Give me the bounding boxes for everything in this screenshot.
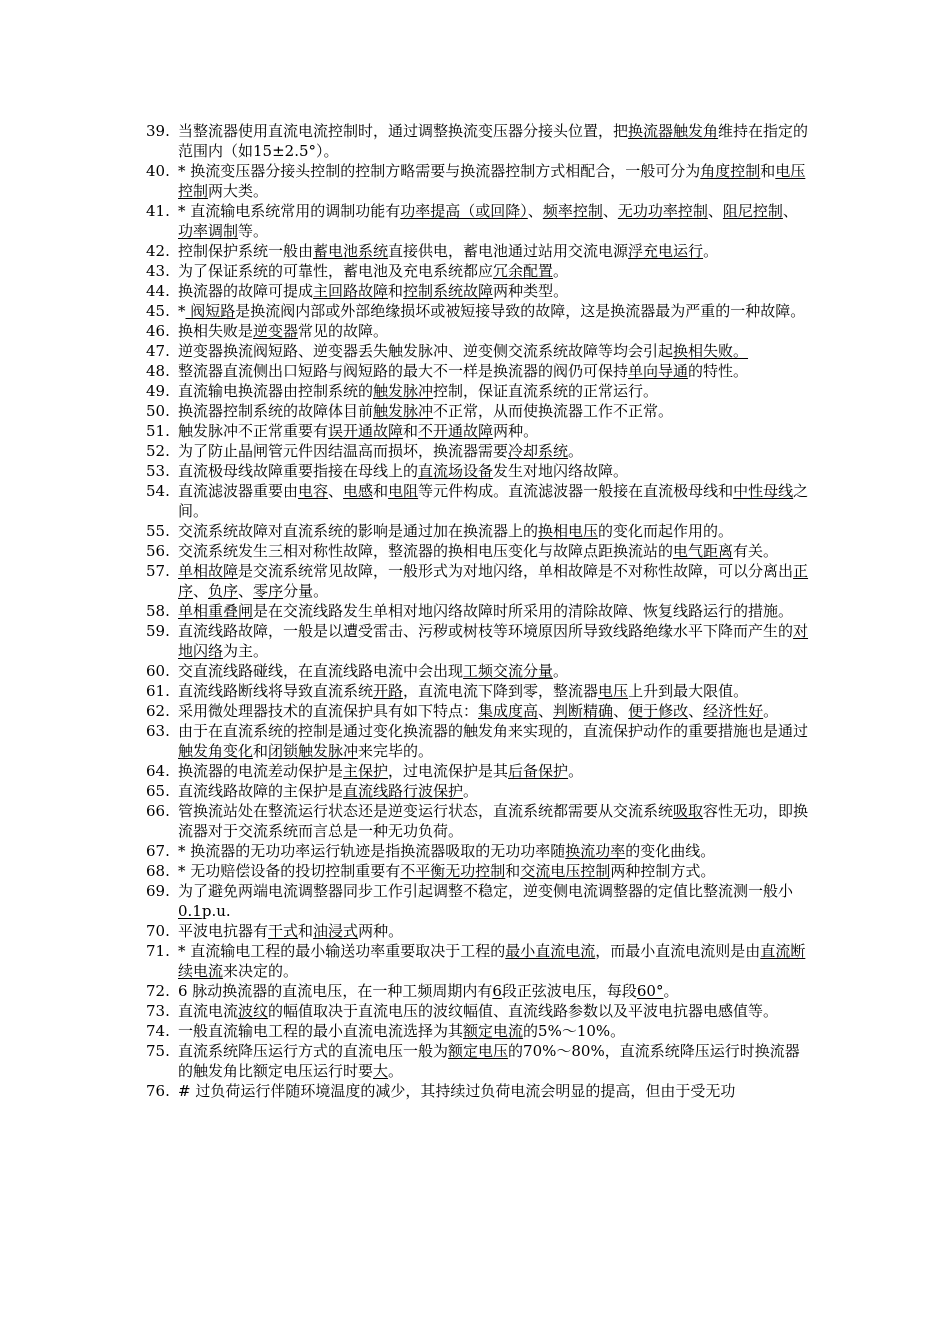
item-text: * 换流器的无功功率运行轨迹是指换流器吸取的无功功率随 (178, 842, 566, 860)
item-text: * 直流输电系统常用的调制功能有 (178, 202, 401, 220)
answer-text: 换相电压 (538, 522, 599, 540)
item-text: 的变化而起作用的。 (598, 522, 734, 540)
item-number: 63. (146, 722, 170, 740)
answer-text: 经济性好 (703, 702, 764, 720)
answer-text: 蓄电池系统 (313, 242, 389, 260)
item-number: 50. (146, 402, 170, 420)
item-number: 40. (146, 162, 170, 180)
item-text: 有关。 (733, 542, 779, 560)
document-page (0, 121, 950, 1101)
item-text: 。 (663, 982, 679, 1000)
answer-text: 额定电压 (448, 1042, 509, 1060)
answer-text: 工频交流分量 (463, 662, 554, 680)
item-text: 的幅值取决于直流电压的波纹幅值、直流线路参数以及平波电抗器电感值等。 (268, 1002, 779, 1020)
item-text: 段正弦波电压，每段 (501, 982, 637, 1000)
item-text: ，过电流保护是其 (388, 762, 509, 780)
answer-text: 电感 (343, 482, 374, 500)
item-text: 、 (613, 702, 629, 720)
answer-text: 0.1 (178, 902, 202, 920)
item-text: 为主。 (223, 642, 269, 660)
answer-text: 浮充电运行 (628, 242, 704, 260)
item-text: 。 (568, 762, 584, 780)
answer-text: 负序 (208, 582, 239, 600)
item-text: 。 (463, 782, 479, 800)
item-text: 发生对地闪络故障。 (493, 462, 629, 480)
list-item (0, 201, 810, 241)
list-item (0, 421, 810, 441)
list-item (0, 321, 810, 341)
answer-text: 6 (492, 982, 502, 1000)
item-text: 和 (505, 862, 521, 880)
list-item (0, 1081, 810, 1101)
answer-text: 角度控制 (700, 162, 761, 180)
item-number: 44. (146, 282, 170, 300)
item-text: 为了防止晶闸管元件因结温高而损坏，换流器需要 (178, 442, 509, 460)
item-text: 直流极母线故障重要指接在母线上的 (178, 462, 419, 480)
list-item (0, 441, 810, 461)
item-text: 采用微处理器技术的直流保护具有如下特点： (178, 702, 479, 720)
item-text: 换流器控制系统的故障体目前 (178, 402, 374, 420)
list-item (0, 601, 810, 621)
item-text: 平波电抗器有 (178, 922, 269, 940)
item-text: 直流电流 (178, 1002, 239, 1020)
list-item (0, 761, 810, 781)
item-text: 、 (602, 202, 618, 220)
item-number: 47. (146, 342, 170, 360)
item-text: 直接供电，蓄电池通过站用交流电源 (388, 242, 629, 260)
answer-text: 电压 (598, 682, 629, 700)
item-number: 46. (146, 322, 170, 340)
item-text: 。 (553, 662, 569, 680)
item-text: 换流器的电流差动保护是 (178, 762, 344, 780)
item-text: 由于在直流系统的控制是通过变化换流器的触发角来实现的，直流保护动作的重要措施也是通过 (178, 722, 809, 740)
item-text: 。 (763, 702, 779, 720)
item-text: 、 (707, 202, 723, 220)
item-text: 、 (527, 202, 543, 220)
answer-text: 不开通故障 (418, 422, 494, 440)
item-text: * 直流输电工程的最小输送功率重要取决于工程的 (178, 942, 506, 960)
item-text: 两种控制方式。 (610, 862, 716, 880)
answer-text: 功率调制 (178, 222, 239, 240)
item-text: 和 (298, 922, 314, 940)
item-number: 59. (146, 622, 170, 640)
answer-text: 阀短路 (185, 302, 236, 320)
item-text: 直流滤波器重要由 (178, 482, 299, 500)
answer-text: 判断精确 (553, 702, 614, 720)
answer-text: 直流场设备 (418, 462, 494, 480)
item-text: 、 (193, 582, 209, 600)
item-number: 56. (146, 542, 170, 560)
item-text: 和 (253, 742, 269, 760)
answer-text: 换流器触发角 (628, 122, 719, 140)
item-text: 常见的故障。 (298, 322, 389, 340)
item-number: 42. (146, 242, 170, 260)
answer-text: 阻尼控制 (722, 202, 783, 220)
item-text: 、 (238, 582, 254, 600)
item-text: 整流器直流侧出口短路与阀短路的最大不一样是换流器的阀仍可保持 (178, 362, 629, 380)
item-text: 容性无功，即换流器对于交流系统而言总是一种无功负荷。 (178, 802, 809, 840)
item-text: 是在交流线路发生单相对地闪络故障时所采用的清除故障、恢复线路运行的措施。 (253, 602, 794, 620)
answer-text: 油浸式 (313, 922, 359, 940)
answer-text: 功率提高（或回降） (400, 202, 528, 220)
item-text: 。 (703, 242, 719, 260)
answer-text: 后备保护 (508, 762, 569, 780)
item-text: 直流输电换流器由控制系统的 (178, 382, 374, 400)
answer-text: 冷却系统 (508, 442, 569, 460)
item-number: 51. (146, 422, 170, 440)
list-item (0, 121, 810, 161)
item-text: 。 (553, 262, 569, 280)
answer-text: 60° (636, 982, 664, 1000)
answer-text: 单向导通 (628, 362, 689, 380)
item-text: * (178, 302, 186, 320)
item-text: # 过负荷运行伴随环境温度的减少，其持续过负荷电流会明显的提高，但由于受无功 (178, 1082, 736, 1100)
answer-text: 主保护 (343, 762, 389, 780)
list-item (0, 361, 810, 381)
answer-text: 干式 (268, 922, 299, 940)
item-text: 的变化曲线。 (625, 842, 716, 860)
item-number: 41. (146, 202, 170, 220)
list-item (0, 921, 810, 941)
item-text: p.u. (201, 902, 231, 920)
item-number: 74. (146, 1022, 170, 1040)
item-text: ，而最小直流电流则是由 (595, 942, 761, 960)
item-number: 70. (146, 922, 170, 940)
answer-text: 触发脉冲 (373, 402, 434, 420)
list-item (0, 801, 810, 841)
item-text: 交直流线路碰线，在直流线路电流中会出现 (178, 662, 464, 680)
answer-text: 零序 (253, 582, 284, 600)
item-number: 69. (146, 882, 170, 900)
item-text: 不正常，从而使换流器工作不正常。 (433, 402, 674, 420)
answer-text: 主回路故障 (313, 282, 389, 300)
list-item (0, 521, 810, 541)
item-text: 一般直流输电工程的最小直流电流选择为其 (178, 1022, 464, 1040)
list-item (0, 841, 810, 861)
item-text: 的5%～10%。 (523, 1022, 626, 1040)
list-item (0, 261, 810, 281)
answer-text: 对地闪络 (178, 622, 809, 660)
item-text: * 换流变压器分接头控制的控制方略需要与换流器控制方式相配合，一般可分为 (178, 162, 701, 180)
answer-text: 误开通故障 (328, 422, 404, 440)
answer-text: 触发角变化 (178, 742, 254, 760)
list-item (0, 861, 810, 881)
item-number: 75. (146, 1042, 170, 1060)
item-number: 48. (146, 362, 170, 380)
answer-text: 电阻 (388, 482, 419, 500)
list-item (0, 481, 810, 521)
item-text: 、 (538, 702, 554, 720)
answer-text: 正序 (178, 562, 809, 600)
answer-text: 直流断续电流 (178, 942, 806, 980)
item-number: 62. (146, 702, 170, 720)
item-text: 来决定的。 (223, 962, 299, 980)
answer-text: 换流功率 (565, 842, 626, 860)
item-text: 交流系统发生三相对称性故障，整流器的换相电压变化与故障点距换流站的 (178, 542, 674, 560)
answer-text: 频率控制 (542, 202, 603, 220)
answer-text: 大 (373, 1062, 389, 1080)
answer-text: 集成度高 (478, 702, 539, 720)
list-item (0, 881, 810, 921)
list-item (0, 301, 810, 321)
item-number: 49. (146, 382, 170, 400)
item-text: 两大类。 (208, 182, 269, 200)
answer-text: 吸取 (673, 802, 704, 820)
item-text: 等。 (238, 222, 269, 240)
item-number: 39. (146, 122, 170, 140)
item-text: 换流器的故障可提成 (178, 282, 314, 300)
list-item (0, 721, 810, 761)
list-item (0, 241, 810, 261)
list-item (0, 661, 810, 681)
item-text: 两种。 (358, 922, 404, 940)
answer-text: 波纹 (238, 1002, 269, 1020)
answer-text: 不平衡无功控制 (400, 862, 506, 880)
item-number: 58. (146, 602, 170, 620)
answer-text: 额定电流 (463, 1022, 524, 1040)
item-text: 直流系统降压运行方式的直流电压一般为 (178, 1042, 449, 1060)
item-text: 来完毕的。 (358, 742, 434, 760)
list-item (0, 341, 810, 361)
item-number: 53. (146, 462, 170, 480)
item-text: 上升到最大限值。 (628, 682, 749, 700)
item-number: 43. (146, 262, 170, 280)
item-text: 维持在指定的范围内（如15±2.5°）。 (178, 122, 809, 160)
item-text: 之间。 (178, 482, 809, 520)
answer-text: 中性母线 (733, 482, 794, 500)
item-text: 6 脉动换流器的直流电压，在一种工频周期内有 (178, 982, 493, 1000)
answer-text: 控制系统故障 (403, 282, 494, 300)
item-text: 触发脉冲不正常重要有 (178, 422, 329, 440)
item-text: 为了避免两端电流调整器同步工作引起调整不稳定，逆变侧电流调整器的定值比整流测一般小 (178, 882, 794, 900)
item-text: 、 (328, 482, 344, 500)
item-text: 分量。 (283, 582, 329, 600)
item-text: 等元件构成。直流滤波器一般接在直流极母线和 (418, 482, 734, 500)
answer-text: 电容 (298, 482, 329, 500)
answer-text: 触发脉冲 (373, 382, 434, 400)
answer-text: 冗余配置 (493, 262, 554, 280)
list-item (0, 1021, 810, 1041)
item-text: 、 (782, 202, 798, 220)
item-number: 60. (146, 662, 170, 680)
item-number: 45. (146, 302, 170, 320)
item-text: 和 (388, 282, 404, 300)
item-number: 52. (146, 442, 170, 460)
answer-text: 电压控制 (178, 162, 806, 200)
answer-text: 便于修改 (628, 702, 689, 720)
item-text: 管换流站处在整流运行状态还是逆变运行状态，直流系统都需要从交流系统 (178, 802, 674, 820)
item-number: 68. (146, 862, 170, 880)
item-text: 。 (388, 1062, 404, 1080)
item-text: 两种。 (493, 422, 539, 440)
item-text: 和 (373, 482, 389, 500)
list-item (0, 161, 810, 201)
item-text: 直流线路故障的主保护是 (178, 782, 344, 800)
list-item (0, 401, 810, 421)
item-number: 55. (146, 522, 170, 540)
item-text: 、 (688, 702, 704, 720)
list-item (0, 1001, 810, 1021)
list-item (0, 621, 810, 661)
item-text: 为了保证系统的可靠性，蓄电池及充电系统都应 (178, 262, 494, 280)
item-number: 76. (146, 1082, 170, 1100)
item-text: 换相失败是 (178, 322, 254, 340)
answer-text: 直流线路行波保护 (343, 782, 464, 800)
answer-text: 无功功率控制 (617, 202, 708, 220)
answer-text: 单相重叠闸 (178, 602, 254, 620)
item-text: 两种类型。 (493, 282, 569, 300)
item-number: 66. (146, 802, 170, 820)
item-number: 61. (146, 682, 170, 700)
item-number: 73. (146, 1002, 170, 1020)
item-text: 逆变器换流阀短路、逆变器丢失触发脉冲、逆变侧交流系统故障等均会引起 (178, 342, 674, 360)
answer-text: 最小直流电流 (505, 942, 596, 960)
list-item (0, 681, 810, 701)
list-item (0, 781, 810, 801)
list-item (0, 561, 810, 601)
item-text: 的70%～80%，直流系统降压运行时换流器的触发角比额定电压运行时要 (178, 1042, 800, 1080)
item-text: 直流线路故障，一般是以遭受雷击、污秽或树枝等环境原因所导致线路绝缘水平下降而产生的 (178, 622, 794, 640)
list-item (0, 461, 810, 481)
answer-text: 单相故障 (178, 562, 239, 580)
list-item (0, 1041, 810, 1081)
item-text: 的特性。 (688, 362, 749, 380)
item-number: 64. (146, 762, 170, 780)
item-text: 和 (760, 162, 776, 180)
answer-text: 闭锁触发脉冲 (268, 742, 359, 760)
item-number: 65. (146, 782, 170, 800)
list-item (0, 281, 810, 301)
list-item (0, 701, 810, 721)
item-number: 67. (146, 842, 170, 860)
item-number: 54. (146, 482, 170, 500)
item-text: 当整流器使用直流电流控制时，通过调整换流变压器分接头位置，把 (178, 122, 629, 140)
item-number: 72. (146, 982, 170, 1000)
item-number: 57. (146, 562, 170, 580)
item-text: 交流系统故障对直流系统的影响是通过加在换流器上的 (178, 522, 539, 540)
item-text: 是换流阀内部或外部绝缘损坏或被短接导致的故障，这是换流器最为严重的一种故障。 (235, 302, 806, 320)
list-item (0, 381, 810, 401)
list-item (0, 541, 810, 561)
answer-text: 开路 (373, 682, 404, 700)
item-text: * 无功赔偿设备的投切控制重要有 (178, 862, 401, 880)
list-item (0, 941, 810, 981)
item-number: 71. (146, 942, 170, 960)
item-text: 。 (568, 442, 584, 460)
answer-text: 逆变器 (253, 322, 299, 340)
item-text: 直流线路断线将导致直流系统 (178, 682, 374, 700)
item-text: 是交流系统常见故障，一般形式为对地闪络，单相故障是不对称性故障，可以分离出 (238, 562, 794, 580)
answer-text: 电气距离 (673, 542, 734, 560)
answer-text: 换相失败。 (673, 342, 749, 360)
item-text: 控制保护系统一般由 (178, 242, 314, 260)
answer-text: 交流电压控制 (520, 862, 611, 880)
list-item (0, 981, 810, 1001)
item-text: 控制，保证直流系统的正常运行。 (433, 382, 659, 400)
item-text: 和 (403, 422, 419, 440)
item-text: ，直流电流下降到零，整流器 (403, 682, 599, 700)
